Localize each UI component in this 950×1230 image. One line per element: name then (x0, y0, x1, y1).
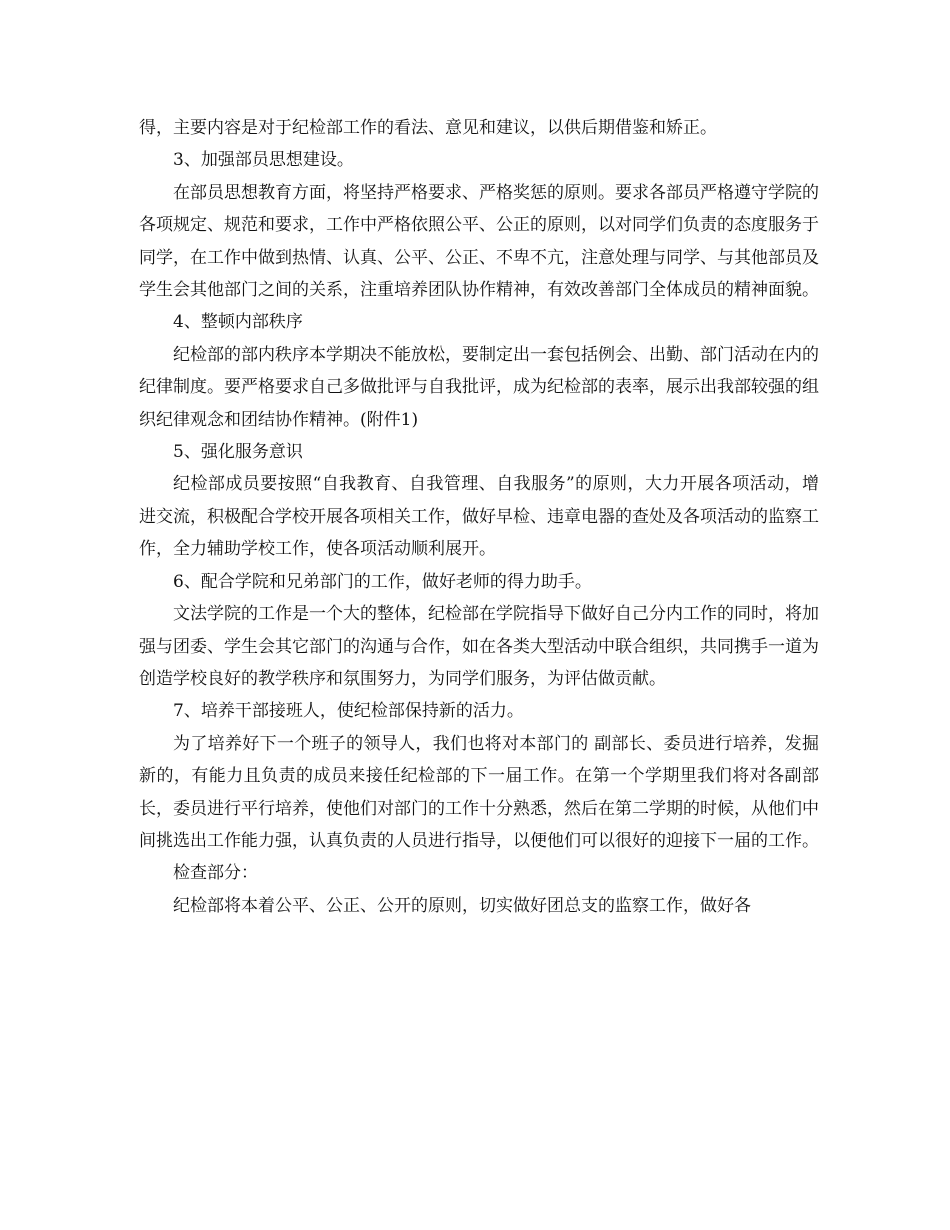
section-heading-7: 7、培养干部接班人，使纪检部保持新的活力。 (173, 701, 524, 722)
section-heading-3: 3、加强部员思想建设。 (173, 150, 354, 171)
section-heading-6: 6、配合学院和兄弟部门的工作，做好老师的得力助手。 (173, 571, 592, 592)
paragraph-continuation: 得，主要内容是对于纪检部工作的看法、意见和建议，以供后期借鉴和矫正。 (139, 118, 717, 138)
section-heading-5: 5、强化服务意识 (173, 442, 303, 463)
section-heading-4: 4、整顿内部秩序 (173, 312, 303, 333)
section-heading-inspection: 检查部分： (173, 863, 258, 884)
document-body (139, 112, 819, 922)
paragraph-internal-order: 纪检部的部内秩序本学期决不能放松，要制定出一套包括例会、出勤、部门活动在内的纪律制度。要严格要求自己多做批评与自我批评，成为纪检部的表率，展示出我部较强的组织纪律观念和团结协作精神。(附件1) (139, 344, 819, 430)
paragraph-inspection: 纪检部将本着公平、公正、公开的原则，切实做好团总支的监察工作，做好各 (173, 895, 751, 916)
paragraph-service: 纪检部成员要按照“自我教育、自我管理、自我服务”的原则，大力开展各项活动，增进交流，积极配合学校开展各项相关工作，做好早检、违章电器的查处及各项活动的监察工作，全力辅助学校工作，使各项活动顺利展开。 (139, 474, 819, 560)
paragraph-cooperation: 文法学院的工作是一个大的整体，纪检部在学院指导下做好自己分内工作的同时，将加强与团委、学生会其它部门的沟通与合作，如在各类大型活动中联合组织，共同携手一道为创造学校良好的教学秩序和氛围努力，为同学们服务，为评估做贡献。 (139, 604, 819, 689)
paragraph-ideology: 在部员思想教育方面，将坚持严格要求、严格奖惩的原则。要求各部员严格遵守学院的各项规定、规范和要求，工作中严格依照公平、公正的原则，以对同学们负责的态度服务于同学，在工作中做到热情、认真、公平、公正、不卑不亢，注意处理与同学、与其他部员及学生会其他部门之间的关系，注重培养团队协作精神，有效改善部门全体成员的精神面貌。 (139, 182, 819, 301)
paragraph-successors: 为了培养好下一个班子的领导人，我们也将对本部门的 副部长、委员进行培养，发掘新的，有能力且负责的成员来接任纪检部的下一届工作。在第一个学期里我们将对各副部长，委员进行平行培养，使他们对部门的工作十分熟悉，然后在第二学期的时候，从他们中间挑选出工作能力强，认真负责的人员进行指导，以便他们可以很好的迎接下一届的工作。 (139, 733, 819, 851)
